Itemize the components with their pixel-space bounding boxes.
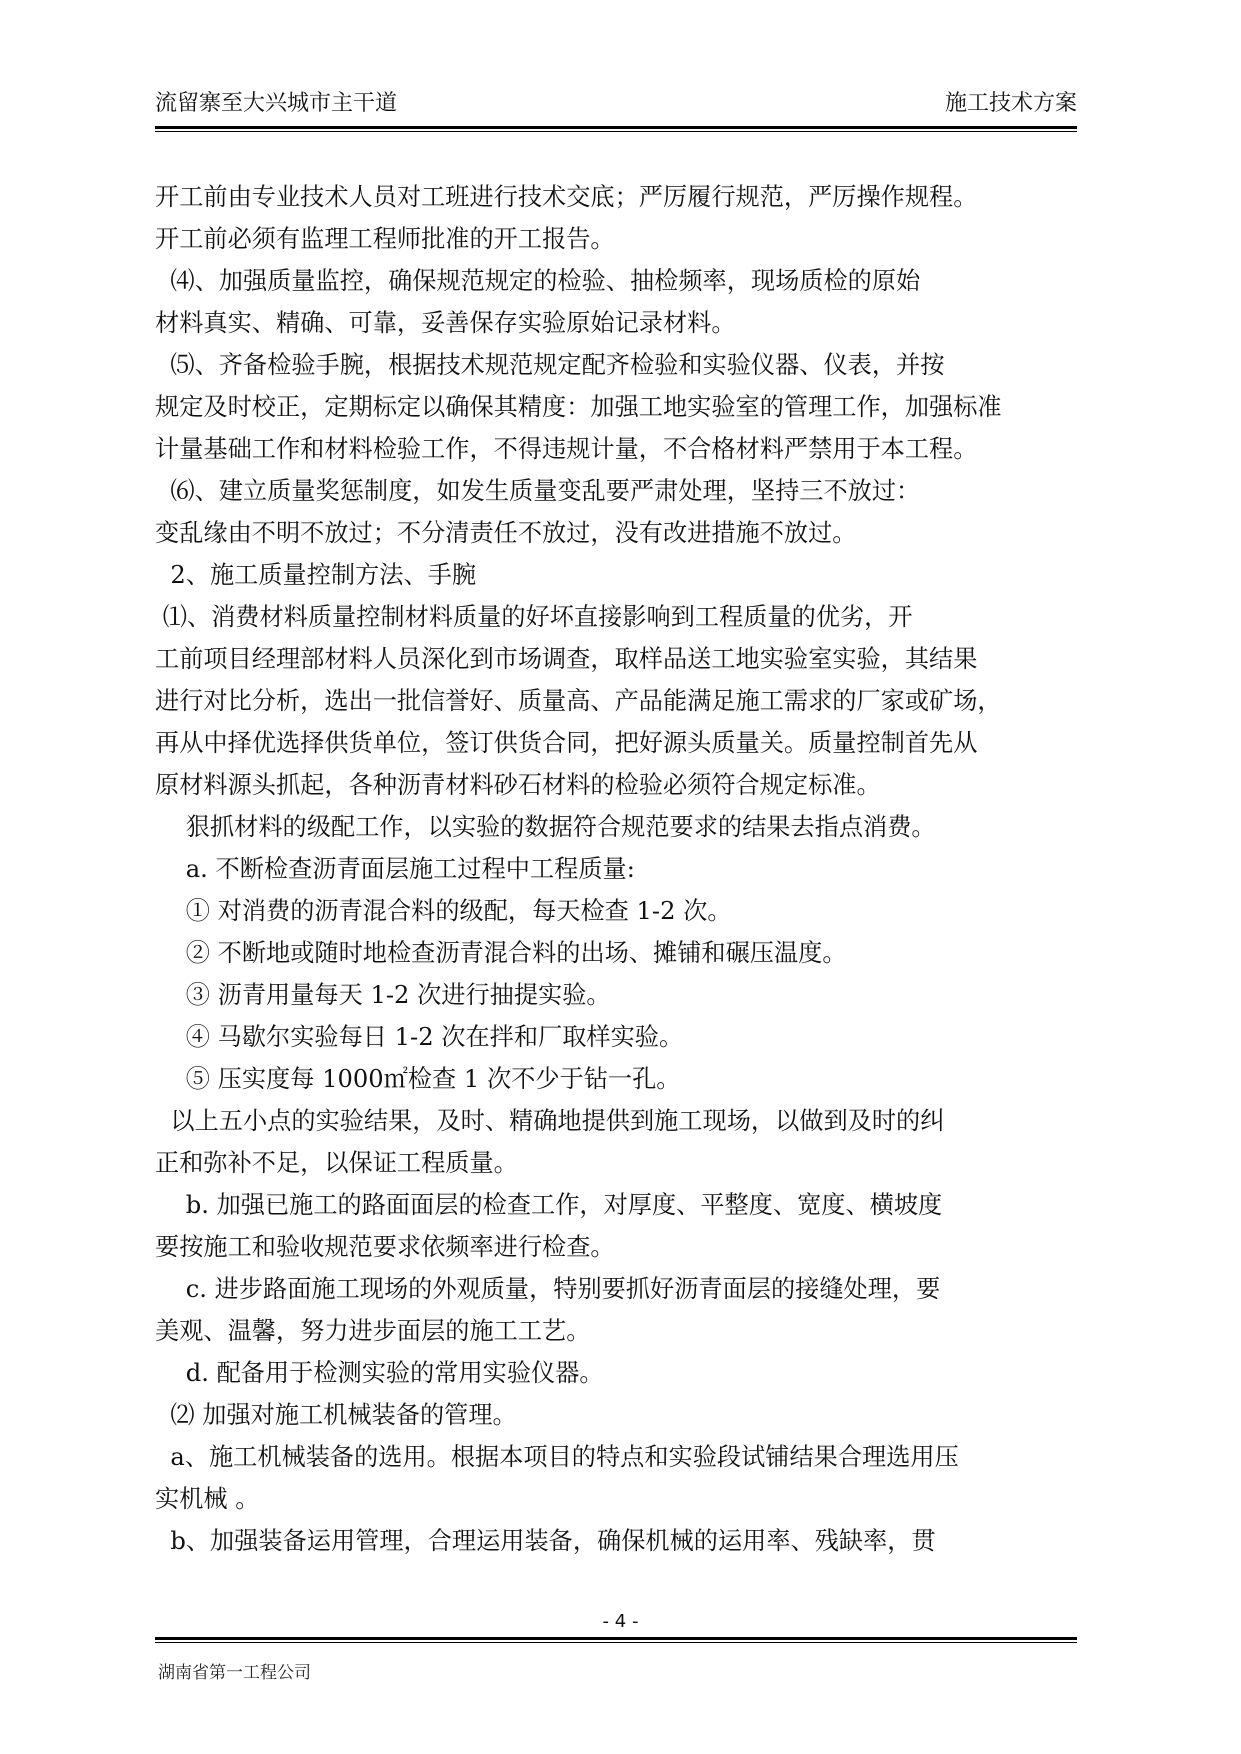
text-line: d. 配备用于检测实验的常用实验仪器。 xyxy=(155,1359,604,1387)
text-line: 再从中择优选择供货单位，签订供货合同，把好源头质量关。质量控制首先从 xyxy=(155,729,978,757)
text-line: b. 加强已施工的路面面层的检查工作，对厚度、平整度、宽度、横坡度 xyxy=(155,1191,943,1219)
text-line: 狠抓材料的级配工作，以实验的数据符合规范要求的结果去指点消费。 xyxy=(155,813,936,841)
text-line: 计量基础工作和材料检验工作，不得违规计量，不合格材料严禁用于本工程。 xyxy=(155,435,978,463)
header-doc-type: 施工技术方案 xyxy=(944,91,1077,116)
page-number: - 4 - xyxy=(602,1611,639,1632)
text-line: 材料真实、精确、可靠，妥善保存实验原始记录材料。 xyxy=(155,309,736,337)
text-line: 规定及时校正，定期标定以确保其精度：加强工地实验室的管理工作，加强标准 xyxy=(155,393,1002,421)
text-line: ⑴、消费材料质量控制材料质量的好坏直接影响到工程质量的优劣，开 xyxy=(155,603,913,631)
text-line: a、施工机械装备的选用。根据本项目的特点和实验段试铺结果合理选用压 xyxy=(155,1443,959,1471)
text-line: ⑹、建立质量奖惩制度，如发生质量变乱要严肃处理，坚持三不放过： xyxy=(155,477,921,505)
text-line: ③ 沥青用量每天 1-2 次进行抽提实验。 xyxy=(155,981,611,1009)
text-line: 工前项目经理部材料人员深化到市场调查，取样品送工地实验室实验，其结果 xyxy=(155,645,978,673)
text-line: ⑷、加强质量监控，确保规范规定的检验、抽检频率，现场质检的原始 xyxy=(155,267,921,295)
text-line: 以上五小点的实验结果，及时、精确地提供到施工现场，以做到及时的纠 xyxy=(155,1107,945,1135)
text-line: 2、施工质量控制方法、手腕 xyxy=(155,561,477,589)
text-line: b、加强装备运用管理，合理运用装备，确保机械的运用率、残缺率，贯 xyxy=(155,1527,936,1555)
text-line: 进行对比分析，选出一批信誉好、质量高、产品能满足施工需求的厂家或矿场， xyxy=(155,687,1002,715)
header-project-title: 流留寨至大兴城市主干道 xyxy=(155,91,398,116)
text-line: 美观、温馨，努力进步面层的施工工艺。 xyxy=(155,1317,591,1345)
header-rule-thick xyxy=(155,126,1077,129)
text-line: 开工前必须有监理工程师批准的开工报告。 xyxy=(155,225,615,253)
text-line: ⑸、齐备检验手腕，根据技术规范规定配齐检验和实验仪器、仪表，并按 xyxy=(155,351,945,379)
footer-rule-thin xyxy=(155,1642,1077,1643)
text-line: 正和弥补不足，以保证工程质量。 xyxy=(155,1149,518,1177)
footer-company: 湖南省第一工程公司 xyxy=(158,1663,311,1683)
text-line: c. 进步路面施工现场的外观质量，特别要抓好沥青面层的接缝处理，要 xyxy=(155,1275,941,1303)
text-line: a. 不断检查沥青面层施工过程中工程质量: xyxy=(155,855,635,883)
footer-rule-thick xyxy=(155,1637,1077,1640)
text-line: 开工前由专业技术人员对工班进行技术交底；严厉履行规范，严厉操作规程。 xyxy=(155,183,978,211)
text-line: 原材料源头抓起，各种沥青材料砂石材料的检验必须符合规定标准。 xyxy=(155,771,881,799)
text-line: ④ 马歇尔实验每日 1-2 次在拌和厂取样实验。 xyxy=(155,1023,684,1051)
page-header xyxy=(155,78,1077,118)
text-line: 实机械 。 xyxy=(155,1485,260,1513)
header-rule-thin xyxy=(155,131,1077,132)
text-line: ⑵ 加强对施工机械装备的管理。 xyxy=(155,1401,517,1429)
text-line: 变乱缘由不明不放过；不分清责任不放过，没有改进措施不放过。 xyxy=(155,519,857,547)
text-line: ② 不断地或随时地检查沥青混合料的出场、摊铺和碾压温度。 xyxy=(155,939,847,967)
body-text xyxy=(155,176,1077,1562)
text-line: 要按施工和验收规范要求依频率进行检查。 xyxy=(155,1233,615,1261)
text-line: ⑤ 压实度每 1000㎡检查 1 次不少于钻一孔。 xyxy=(155,1065,681,1093)
text-line: ① 对消费的沥青混合料的级配，每天检查 1-2 次。 xyxy=(155,897,732,925)
